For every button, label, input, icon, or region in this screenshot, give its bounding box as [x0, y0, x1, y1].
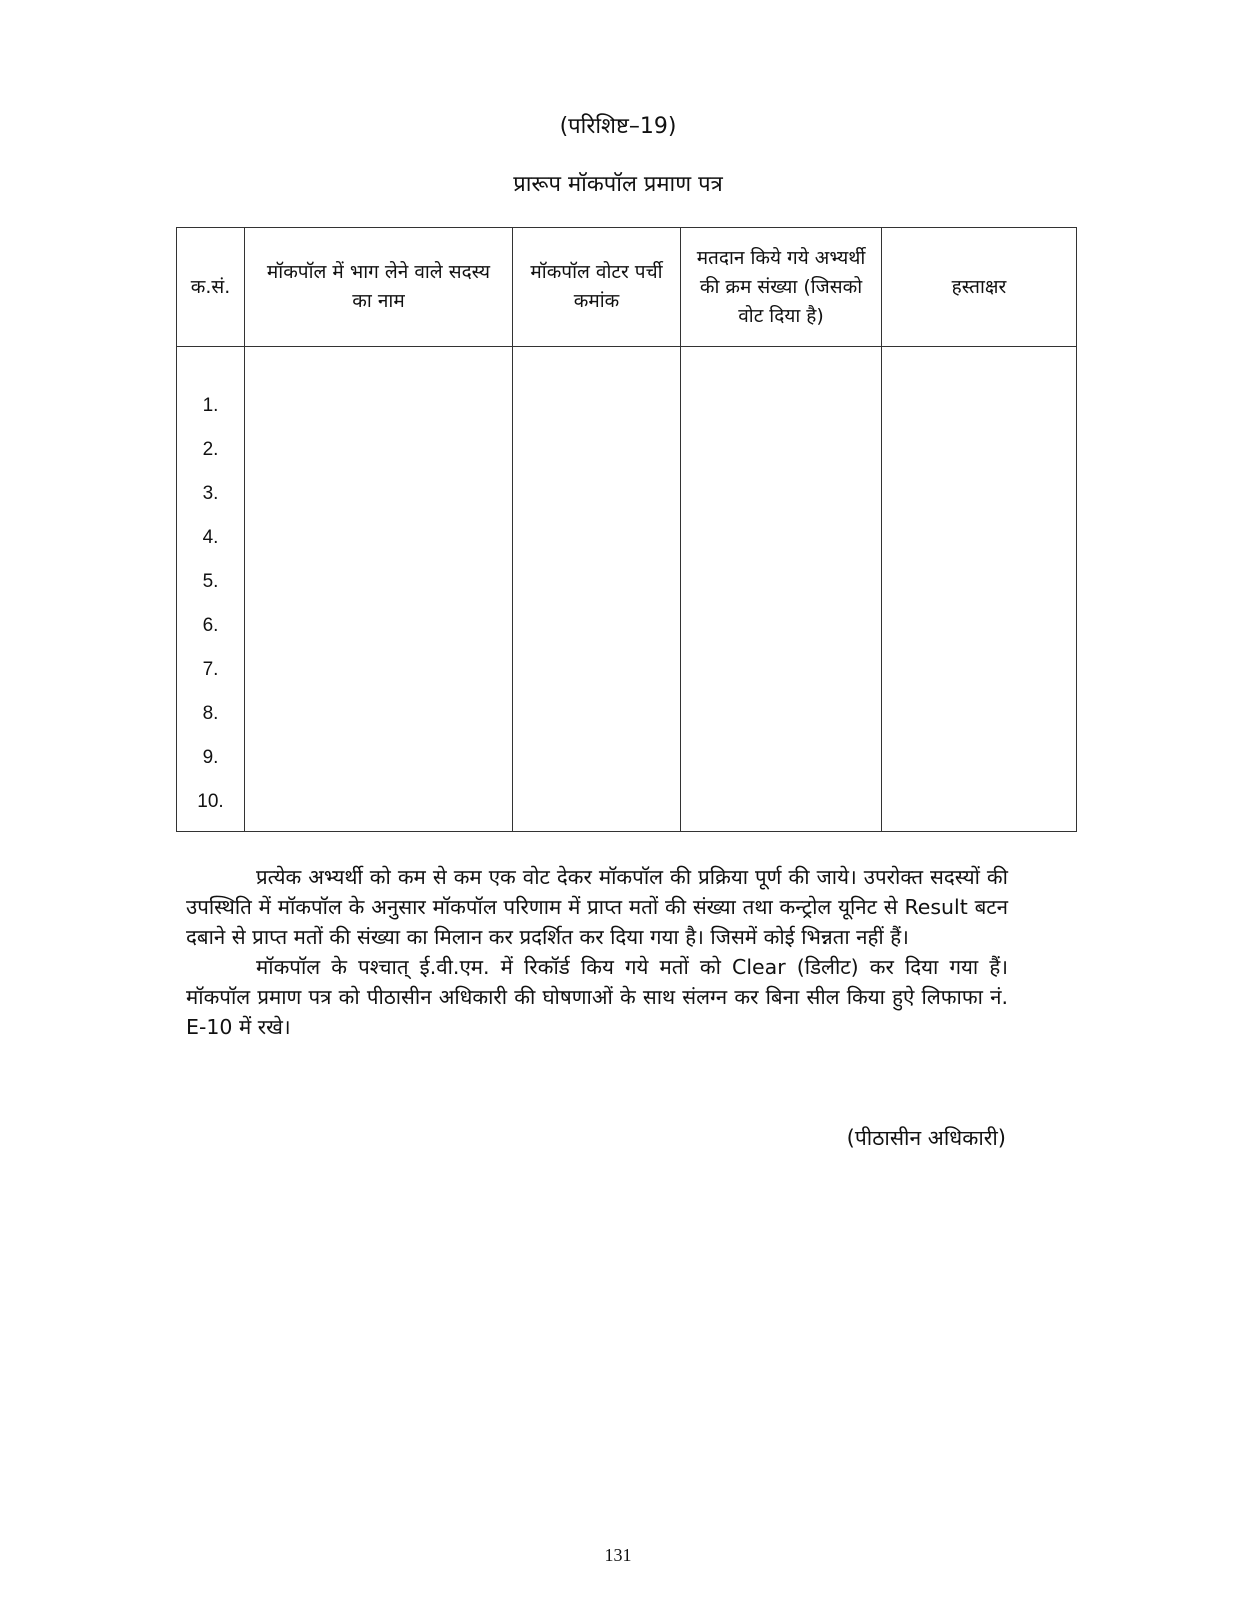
- serial-number-list: [177, 347, 244, 824]
- serial-number: 9.: [202, 747, 219, 768]
- serial-number: 1.: [202, 395, 219, 416]
- instruction-paragraph: मॉकपॉल के पश्चात् ई.वी.एम. में रिकॉर्ड किय गये मतों को Clear (डिलीट) कर दिया गया हैं। मॉकपॉल प्रमाण पत्र को पीठासीन अधिकारी की घोषणाओं के साथ संलग्न कर बिना सील किया हुऐ लिफाफा नं. E-10 में रखे।: [186, 955, 1008, 1039]
- serial-number: 8.: [202, 703, 219, 724]
- header-signature: हस्ताक्षर: [882, 228, 1077, 347]
- table-body-row: [177, 347, 1077, 832]
- serial-number: 2.: [202, 439, 219, 460]
- serial-number: 10.: [197, 791, 224, 812]
- serial-number: 7.: [202, 659, 219, 680]
- appendix-label: (परिशिष्ट–19): [559, 114, 677, 139]
- serial-column-cell: [177, 347, 245, 832]
- mockpoll-table: [176, 227, 1077, 832]
- form-title: प्रारूप मॉकपॉल प्रमाण पत्र: [513, 172, 723, 197]
- member-name-column-cell: [245, 347, 513, 832]
- voter-slip-column-cell: [513, 347, 681, 832]
- header-member-name: मॉकपॉल में भाग लेने वाले सदस्य का नाम: [245, 228, 513, 347]
- instruction-text: [186, 862, 1008, 1042]
- serial-number: 4.: [202, 527, 219, 548]
- serial-number: 3.: [202, 483, 219, 504]
- instruction-paragraph: प्रत्येक अभ्यर्थी को कम से कम एक वोट देकर मॉकपॉल की प्रक्रिया पूर्ण की जाये। उपरोक्त सदस्यों की उपस्थिति में मॉकपॉल के अनुसार मॉकपॉल परिणाम में प्राप्त मतों की संख्या तथा कन्ट्रोल यूनिट से Result बटन दबाने से प्राप्त मतों की संख्या का मिलान कर प्रदर्शित कर दिया गया है। जिसमें कोई भिन्नता नहीं हैं।: [186, 865, 1008, 949]
- header-voter-slip-number: मॉकपॉल वोटर पर्ची कमांक: [513, 228, 681, 347]
- serial-number: 5.: [202, 571, 219, 592]
- signature-column-cell: [882, 347, 1077, 832]
- page-number: 131: [604, 1545, 632, 1565]
- candidate-serial-column-cell: [681, 347, 882, 832]
- header-candidate-serial: मतदान किये गये अभ्यर्थी की क्रम संख्या (जिसको वोट दिया है): [681, 228, 882, 347]
- table-header-row: [177, 228, 1077, 347]
- serial-number: 6.: [202, 615, 219, 636]
- signatory-label: (पीठासीन अधिकारी): [846, 1126, 1006, 1150]
- header-serial: क.सं.: [177, 228, 245, 347]
